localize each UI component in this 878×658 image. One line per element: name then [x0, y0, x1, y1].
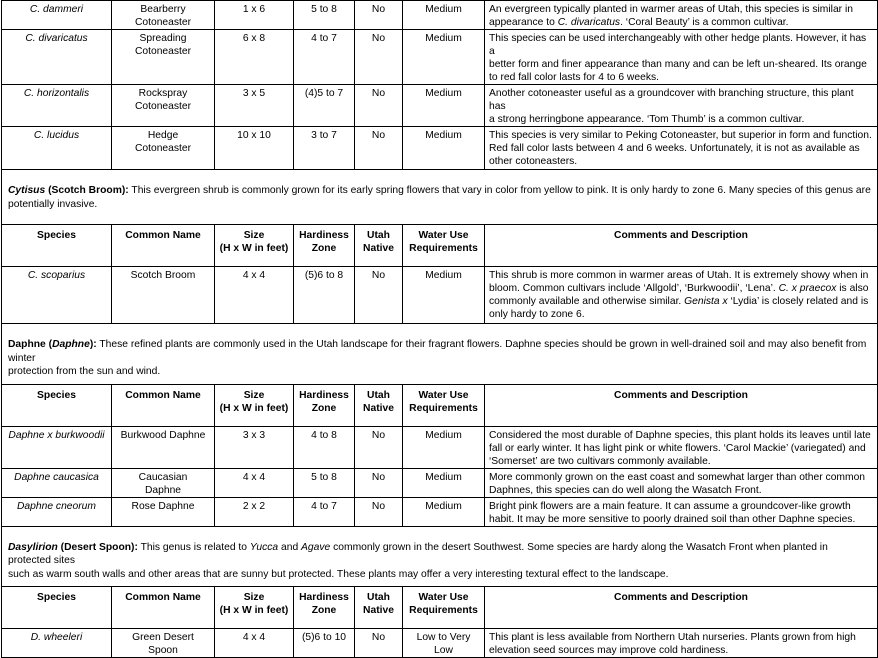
- zone-cell: 5 to 8: [294, 1, 355, 30]
- species-cell: Daphne x burkwoodii: [2, 426, 112, 468]
- comments-cell: [485, 1, 878, 30]
- common-name-cell: Scotch Broom: [112, 267, 215, 324]
- comment-line: Red fall color lasts between 4 and 6 weeks. Unfortunately, it is not as available as: [489, 143, 860, 154]
- genus-desc-text: This genus is related to: [137, 541, 250, 553]
- header-hardiness: [294, 225, 355, 267]
- common-name-line: Spreading: [139, 33, 187, 44]
- common-name-cell: [112, 30, 215, 85]
- comment-text: . ‘Coral Beauty’ is a common cultivar.: [620, 17, 789, 28]
- common-name-cell: Burkwood Daphne: [112, 426, 215, 468]
- genus-desc-line: These refined plants are commonly used in the Utah landscape for their fragrant flowers. Daphne species should be grown in well-drained soil and may also benefit from winter: [8, 339, 867, 364]
- zone-cell: 4 to 7: [294, 497, 355, 526]
- header-line: (H x W in feet): [219, 402, 289, 414]
- water-cell: Medium: [403, 267, 485, 324]
- size-cell: 2 x 2: [215, 497, 294, 526]
- header-line: Hardiness: [299, 230, 349, 241]
- common-name-cell: [112, 127, 215, 170]
- header-row: [2, 225, 878, 267]
- table-row: [2, 85, 878, 127]
- comment-text: appearance to: [489, 17, 558, 28]
- comments-cell: [485, 468, 878, 497]
- water-line: Low to Very: [416, 632, 471, 643]
- zone-cell: 5 to 8: [294, 468, 355, 497]
- header-line: Zone: [311, 402, 337, 414]
- comments-cell: [485, 426, 878, 468]
- header-line: Native: [363, 402, 394, 414]
- table-row: [2, 497, 878, 526]
- comment-line: This species is very similar to Peking Cotoneaster, but superior in form and function.: [489, 130, 872, 141]
- comment-line: Daphnes, this species can do well along the Wasatch Front.: [489, 484, 762, 496]
- common-name-line: Cotoneaster: [134, 101, 192, 112]
- comment-line: This species can be used interchangeably with other hedge plants. However, it has a: [489, 33, 867, 57]
- comments-cell: [485, 267, 878, 324]
- header-line: Requirements: [409, 243, 478, 254]
- size-cell: 10 x 10: [215, 127, 294, 170]
- header-line: Native: [363, 243, 394, 254]
- common-name-line: Spoon: [148, 645, 178, 656]
- native-cell: No: [355, 1, 403, 30]
- comment-line: elevation seed sources may improve cold hardiness.: [489, 645, 729, 656]
- common-name-cell: [112, 468, 215, 497]
- comments-cell: [485, 85, 878, 127]
- comment-line: better form and finer appearance than many and can be left un-sheared. Its orange: [489, 59, 867, 70]
- header-water: [403, 587, 485, 629]
- header-line: Requirements: [409, 402, 478, 414]
- header-line: Utah: [367, 389, 390, 401]
- header-species: Species: [2, 384, 112, 426]
- comments-cell: [485, 30, 878, 85]
- genus-desc-line: potentially invasive.: [8, 198, 98, 210]
- table-row: [2, 127, 878, 170]
- comment-line: ‘Somerset’ are two cultivars commonly available.: [489, 455, 711, 467]
- comment-line: Another cotoneaster useful as a groundcover with branching structure, this plant has: [489, 88, 854, 112]
- zone-cell: 3 to 7: [294, 127, 355, 170]
- header-line: (H x W in feet): [219, 605, 289, 616]
- header-line: Zone: [311, 605, 337, 616]
- size-cell: 3 x 5: [215, 85, 294, 127]
- header-size: [215, 225, 294, 267]
- comment-line: other cotoneasters.: [489, 156, 578, 167]
- comments-cell: [485, 497, 878, 526]
- header-line: Native: [363, 605, 394, 616]
- genus-row: [2, 170, 878, 225]
- common-name-line: Cotoneaster: [134, 143, 192, 154]
- native-cell: No: [355, 497, 403, 526]
- common-name-line: Cotoneaster: [134, 17, 192, 28]
- size-cell: 4 x 4: [215, 267, 294, 324]
- genus-desc-text: and: [278, 541, 302, 553]
- header-species: Species: [2, 587, 112, 629]
- size-cell: 1 x 6: [215, 1, 294, 30]
- water-cell: Medium: [403, 468, 485, 497]
- comment-text: bloom. Common cultivars include ‘Allgold’, ‘Burkwoodii’, ‘Lena’.: [489, 283, 779, 294]
- comment-line: More commonly grown on the east coast and somewhat larger than other common: [489, 471, 866, 483]
- header-native: [355, 587, 403, 629]
- genus-description-daphne: [2, 324, 878, 385]
- zone-cell: 4 to 7: [294, 30, 355, 85]
- header-line: Water Use: [418, 592, 469, 603]
- common-name-line: Bearberry: [140, 4, 186, 15]
- zone-cell: (5)6 to 10: [294, 629, 355, 658]
- comment-line: An evergreen typically planted in warmer areas of Utah, this species is similar in: [489, 4, 853, 15]
- size-cell: 4 x 4: [215, 468, 294, 497]
- header-row: [2, 384, 878, 426]
- comment-italic: C. divaricatus: [557, 17, 621, 28]
- plant-table: [1, 0, 878, 658]
- comment-italic: C. x praecox: [778, 283, 837, 294]
- size-cell: 3 x 3: [215, 426, 294, 468]
- genus-desc-line: This evergreen shrub is commonly grown for its early spring flowers that vary in color from yellow to pink. It is only hardy to zone 6. Many species of this genus are: [128, 185, 871, 196]
- header-hardiness: [294, 587, 355, 629]
- genus-title: Daphne (: [8, 339, 53, 350]
- comments-cell: [485, 127, 878, 170]
- header-row: [2, 587, 878, 629]
- species-cell: Daphne caucasica: [2, 468, 112, 497]
- genus-desc-line: protection from the sun and wind.: [8, 366, 161, 377]
- header-line: Hardiness: [299, 592, 349, 603]
- size-cell: 6 x 8: [215, 30, 294, 85]
- table-row: [2, 30, 878, 85]
- comment-italic: Genista x: [684, 296, 728, 307]
- comment-line: to red fall color lasts for 4 to 6 weeks.: [489, 72, 659, 83]
- zone-cell: (4)5 to 7: [294, 85, 355, 127]
- native-cell: No: [355, 629, 403, 658]
- common-name-cell: [112, 629, 215, 658]
- comment-line: habit. It may be more sensitive to poorly drained soil than other Daphne species.: [489, 513, 856, 525]
- zone-cell: (5)6 to 8: [294, 267, 355, 324]
- species-cell: C. lucidus: [2, 127, 112, 170]
- header-native: [355, 384, 403, 426]
- header-species: Species: [2, 225, 112, 267]
- common-name-line: Hedge: [147, 130, 179, 141]
- header-size: [215, 384, 294, 426]
- water-cell: Medium: [403, 127, 485, 170]
- species-cell: Daphne cneorum: [2, 497, 112, 526]
- header-line: Hardiness: [299, 389, 349, 401]
- header-common-name: Common Name: [112, 225, 215, 267]
- comment-line: only hardy to zone 6.: [489, 309, 585, 320]
- water-cell: Medium: [403, 497, 485, 526]
- comment-line: This shrub is more common in warmer areas of Utah. It is extremely showy when in: [489, 270, 869, 281]
- genus-title-rest: (Scotch Broom):: [45, 185, 129, 196]
- genus-description-cytisus: [2, 170, 878, 225]
- header-line: Water Use: [418, 389, 469, 401]
- water-cell: Medium: [403, 1, 485, 30]
- header-line: Size: [243, 389, 265, 401]
- comment-line: This plant is less available from Northern Utah nurseries. Plants grown from high: [489, 632, 856, 643]
- genus-desc-italic: Agave: [301, 541, 331, 553]
- water-cell: Medium: [403, 85, 485, 127]
- table-row: [2, 1, 878, 30]
- water-cell: Medium: [403, 426, 485, 468]
- species-cell: C. horizontalis: [2, 85, 112, 127]
- common-name-line: Green Desert: [132, 632, 194, 643]
- table-row: [2, 267, 878, 324]
- genus-row: [2, 324, 878, 385]
- genus-title-rest: (Desert Spoon):: [57, 541, 138, 553]
- genus-title: Dasylirion: [8, 541, 58, 553]
- header-line: Zone: [311, 243, 337, 254]
- water-cell: Medium: [403, 30, 485, 85]
- header-native: [355, 225, 403, 267]
- native-cell: No: [355, 85, 403, 127]
- genus-title-italic: Daphne: [52, 339, 90, 350]
- header-water: [403, 384, 485, 426]
- comment-text: ‘Lydia’ is closely related and is: [727, 296, 869, 307]
- species-cell: C. divaricatus: [2, 30, 112, 85]
- genus-desc-text: commonly grown in the desert Southwest. Some species are hardy along the Wasatch Front when planted in protected sites: [8, 541, 828, 566]
- common-name-line: Daphne: [144, 484, 182, 496]
- comments-cell: [485, 629, 878, 658]
- common-name-cell: [112, 85, 215, 127]
- common-name-line: Cotoneaster: [134, 46, 192, 57]
- header-comments: Comments and Description: [485, 384, 878, 426]
- genus-desc-italic: Yucca: [249, 541, 279, 553]
- native-cell: No: [355, 127, 403, 170]
- genus-title-rest: ):: [89, 339, 97, 350]
- species-cell: C. scoparius: [2, 267, 112, 324]
- header-comments: Comments and Description: [485, 587, 878, 629]
- water-line: Low: [434, 645, 453, 656]
- header-common-name: Common Name: [112, 587, 215, 629]
- genus-row: [2, 526, 878, 587]
- species-cell: C. dammeri: [2, 1, 112, 30]
- size-cell: 4 x 4: [215, 629, 294, 658]
- header-line: Size: [243, 592, 265, 603]
- header-line: Utah: [367, 230, 390, 241]
- comment-text: commonly available and otherwise similar.: [489, 296, 685, 307]
- common-name-cell: [112, 1, 215, 30]
- header-common-name: Common Name: [112, 384, 215, 426]
- header-line: (H x W in feet): [219, 243, 289, 254]
- genus-title: Cytisus: [8, 185, 46, 196]
- header-hardiness: [294, 384, 355, 426]
- header-line: Utah: [367, 592, 390, 603]
- native-cell: No: [355, 426, 403, 468]
- common-name-line: Caucasian: [138, 471, 188, 483]
- header-line: Requirements: [409, 605, 478, 616]
- species-cell: D. wheeleri: [2, 629, 112, 658]
- genus-desc-line: such as warm south walls and other areas that are sunny but protected. These plants may offer a very interesting textural effect to the landscape.: [8, 568, 669, 580]
- comment-line: Considered the most durable of Daphne species, this plant holds its leaves until late: [489, 429, 871, 441]
- header-comments: Comments and Description: [485, 225, 878, 267]
- common-name-cell: Rose Daphne: [112, 497, 215, 526]
- native-cell: No: [355, 30, 403, 85]
- header-size: [215, 587, 294, 629]
- native-cell: No: [355, 468, 403, 497]
- header-line: Water Use: [418, 230, 469, 241]
- comment-text: is also: [836, 283, 869, 294]
- table-row: [2, 426, 878, 468]
- comment-line: Bright pink flowers are a main feature. It can assume a groundcover-like growth: [489, 500, 851, 512]
- header-line: Size: [243, 230, 265, 241]
- genus-description-dasylirion: [2, 526, 878, 587]
- water-cell: [403, 629, 485, 658]
- common-name-line: Rockspray: [138, 88, 188, 99]
- comment-line: fall or early winter. It has light pink or white flowers. ‘Carol Mackie’ (variegated) and: [489, 442, 866, 454]
- native-cell: No: [355, 267, 403, 324]
- table-row: [2, 629, 878, 658]
- zone-cell: 4 to 8: [294, 426, 355, 468]
- header-water: [403, 225, 485, 267]
- comment-line: a strong herringbone appearance. ‘Tom Thumb’ is a common cultivar.: [489, 114, 805, 125]
- table-row: [2, 468, 878, 497]
